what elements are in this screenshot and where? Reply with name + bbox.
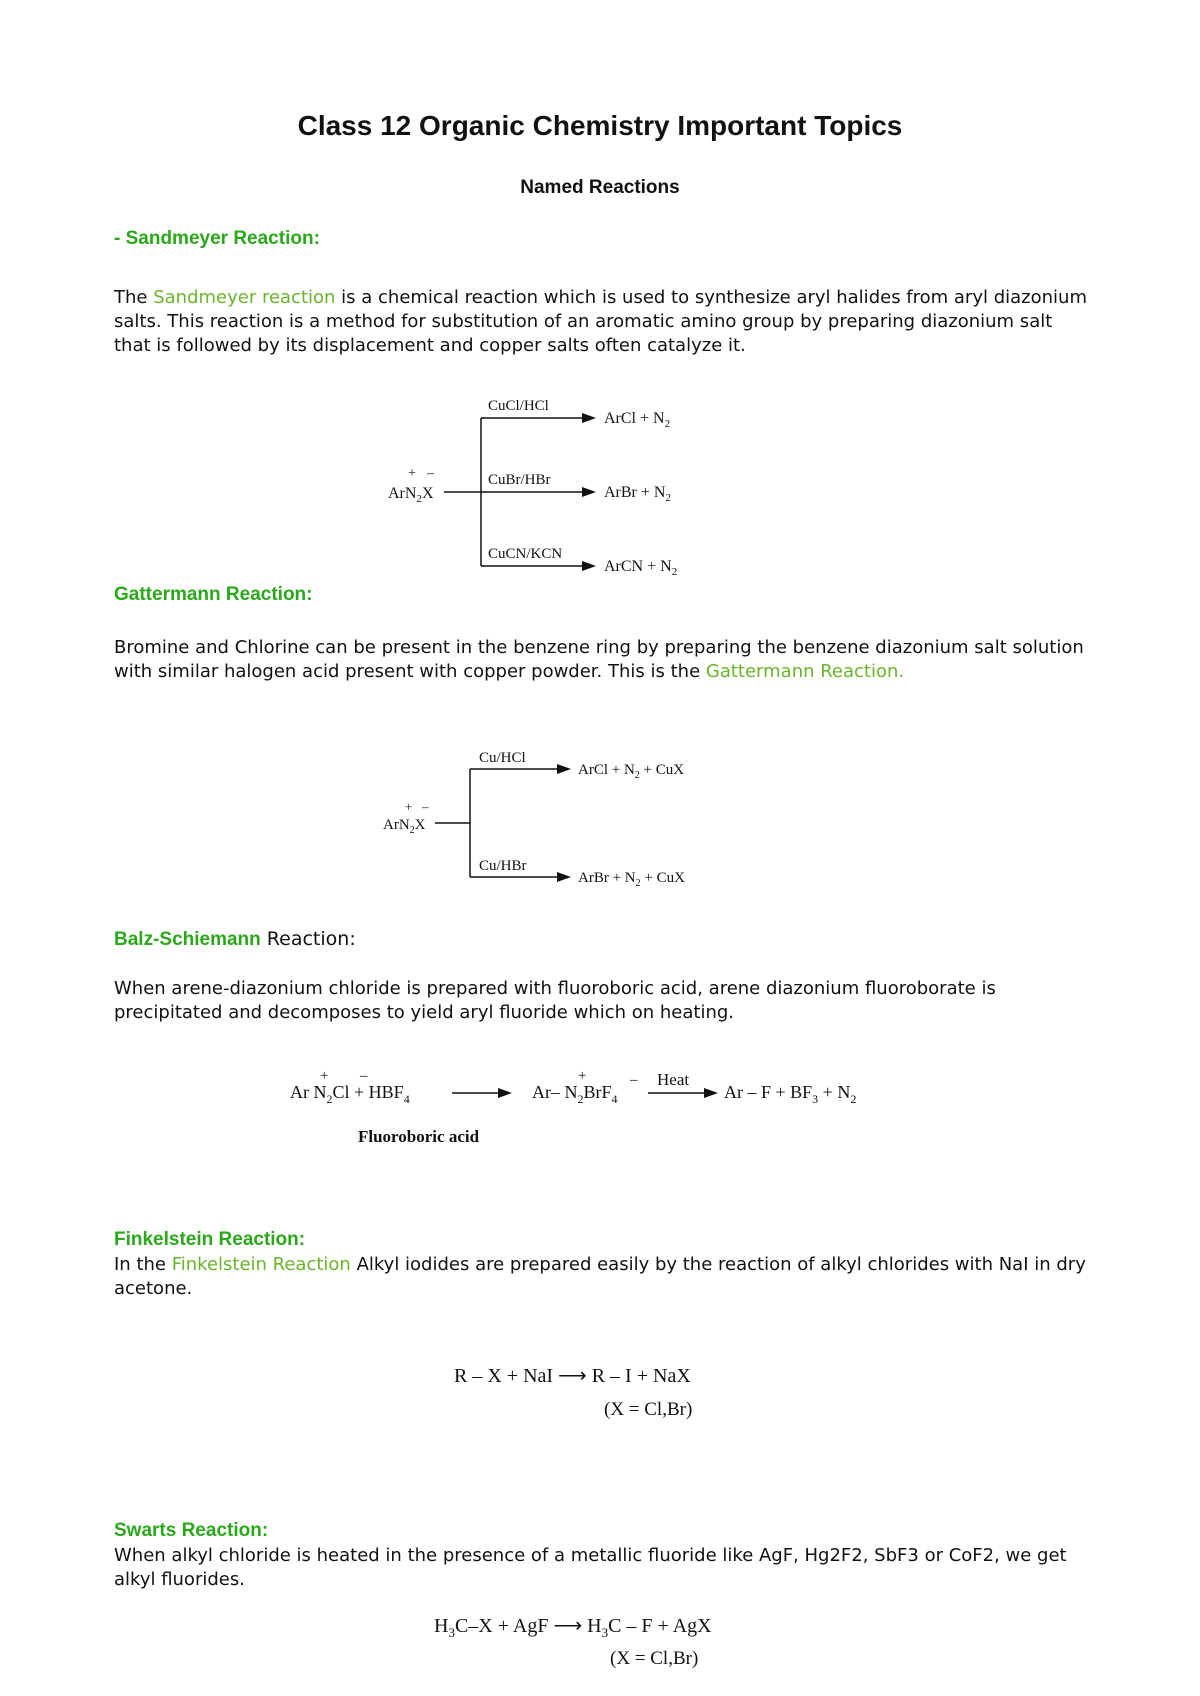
sandmeyer-product-3: ArCN + $N_2$ (604, 558, 678, 578)
svg-text:–: – (630, 1072, 638, 1088)
gattermann-link[interactable]: Gattermann Reaction. (705, 661, 905, 682)
svg-text:+: + (578, 1068, 587, 1084)
finkelstein-scheme (452, 1360, 812, 1440)
sandmeyer-reactant (388, 466, 435, 505)
sandmeyer-scheme (388, 392, 708, 582)
gattermann-reagent-2: Cu/HBr (479, 858, 527, 874)
swarts-scheme (432, 1612, 792, 1692)
finkelstein-link[interactable]: Finkelstein Reaction (171, 1254, 351, 1275)
balz-condition: Heat (657, 1070, 690, 1089)
balz-heading (114, 928, 356, 951)
gattermann-paragraph (114, 636, 1094, 684)
page-title: Class 12 Organic Chemistry Important Topics (297, 110, 903, 141)
balz-heading-bold: Balz-Schiemann (114, 929, 261, 950)
swarts-paragraph: When alkyl chloride is heated in the presence of a metallic fluoride like AgF, Hg2F2, SbF3 or CoF2, we get alkyl fluorides. (114, 1545, 1067, 1590)
sandmeyer-reagent-1: CuCl/HCl (488, 398, 549, 414)
swarts-note: (X = Cl,Br) (610, 1648, 699, 1669)
svg-text:+: + (408, 466, 416, 481)
balz-scheme (290, 1062, 890, 1162)
balz-heading-plain: Reaction: (260, 928, 356, 950)
svg-text:–: – (360, 1068, 368, 1084)
finkelstein-heading: Finkelstein Reaction: (114, 1229, 306, 1250)
svg-text:Ar– N2BrF4: Ar– $N_2BrF_4$ (532, 1082, 618, 1106)
svg-text:–: – (427, 466, 434, 481)
svg-text:–: – (422, 799, 429, 814)
balz-reagent-label: Fluoroboric acid (358, 1127, 480, 1146)
balz-product: $Ar - F + BF_3 + N_2$ (724, 1082, 857, 1106)
svg-text:+: + (405, 799, 413, 814)
sandmeyer-reagent-3: CuCN/KCN (488, 546, 563, 562)
svg-text:ArN2X: ArN$_2$X (388, 485, 434, 505)
svg-text:+: + (320, 1068, 329, 1084)
balz-paragraph: When arene-diazonium chloride is prepared with fluoroboric acid, arene diazonium fluoroborate is precipitated and decomposes to yield aryl fluoride which on heating. (114, 978, 996, 1023)
gattermann-scheme (383, 745, 703, 889)
gattermann-reagent-1: Cu/HCl (479, 750, 526, 766)
gattermann-product-2: ArBr + $N_2$ + CuX (578, 870, 685, 889)
swarts-equation: $H_3C-X$ + AgF ⟶ $H_3C$ – F + AgX (434, 1615, 712, 1640)
sandmeyer-reagent-2: CuBr/HBr (488, 472, 551, 488)
sandmeyer-product-2: ArBr + $N_2$ (604, 484, 671, 504)
finkelstein-note: (X = Cl,Br) (604, 1399, 693, 1420)
svg-text:ArN2X: ArN$_2$X (383, 817, 426, 836)
sandmeyer-heading: - Sandmeyer Reaction: (114, 228, 320, 249)
finkelstein-text-2: Alkyl iodides are prepared easily by the reaction of alkyl chlorides with NaI in dry acetone. (114, 1254, 1086, 1299)
gattermann-heading: Gattermann Reaction: (114, 584, 313, 605)
sandmeyer-paragraph (114, 286, 1094, 358)
page-subtitle: Named Reactions (520, 177, 680, 198)
sandmeyer-product-1: ArCl + $N_2$ (604, 410, 671, 430)
gattermann-product-1: ArCl + $N_2$ + CuX (578, 762, 685, 781)
sandmeyer-link[interactable]: Sandmeyer reaction (153, 287, 336, 308)
sandmeyer-text-1: The (114, 287, 154, 308)
gattermann-text-1: Bromine and Chlorine can be present in the benzene ring by preparing the benzene diazonium salt solution with similar halogen acid present with copper powder. This is the (114, 637, 1084, 682)
finkelstein-equation: R – X + NaI ⟶ R – I + NaX (454, 1365, 691, 1387)
finkelstein-text-1: In the (114, 1254, 172, 1275)
balz-reactant (290, 1068, 410, 1106)
swarts-heading: Swarts Reaction: (114, 1520, 269, 1541)
svg-text:Ar N2Cl + HBF4: Ar $N_2Cl + HBF_4$ (290, 1082, 410, 1106)
sandmeyer-text-2: is a chemical reaction which is used to synthesize aryl halides from aryl diazonium salts. This reaction is a method for substitution of an aromatic amino group by preparing diazonium salt that is followed by its displacement and copper salts often catalyze it. (114, 287, 1087, 356)
finkelstein-paragraph (114, 1253, 1094, 1301)
gattermann-reactant (383, 799, 429, 836)
balz-intermediate (532, 1068, 638, 1106)
